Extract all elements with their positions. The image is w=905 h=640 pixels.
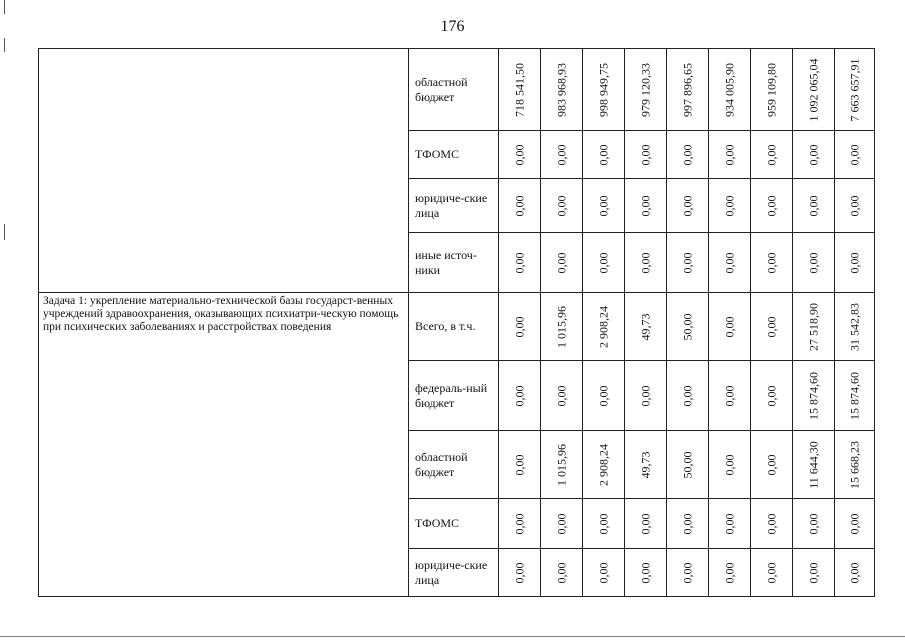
value-text: 0,00 bbox=[847, 562, 861, 583]
value-text: 0,00 bbox=[554, 562, 568, 583]
value-cell bbox=[751, 499, 793, 549]
value-cell bbox=[625, 361, 667, 431]
value-text: 0,00 bbox=[722, 144, 736, 165]
value-cell bbox=[667, 361, 709, 431]
page-number: 176 bbox=[440, 18, 465, 35]
value-cell bbox=[541, 49, 583, 131]
value-cell bbox=[541, 361, 583, 431]
value-text: 1 092 065,04 bbox=[806, 58, 820, 121]
value-cell bbox=[793, 293, 835, 361]
value-cell bbox=[835, 549, 875, 597]
value-cell bbox=[541, 549, 583, 597]
value-cell bbox=[709, 293, 751, 361]
value-cell bbox=[583, 131, 625, 179]
value-text: 0,00 bbox=[680, 144, 694, 165]
value-cell bbox=[541, 431, 583, 499]
value-cell bbox=[835, 499, 875, 549]
margin-mark bbox=[4, 38, 5, 52]
value-cell bbox=[793, 131, 835, 179]
value-cell bbox=[499, 431, 541, 499]
value-cell bbox=[751, 293, 793, 361]
funding-source: иные источ-ники bbox=[409, 233, 499, 293]
value-cell bbox=[499, 179, 541, 233]
value-cell bbox=[709, 131, 751, 179]
value-text: 718 541,50 bbox=[512, 62, 526, 117]
margin-mark bbox=[4, 224, 5, 240]
value-text: 0,00 bbox=[554, 195, 568, 216]
bottom-rule bbox=[0, 636, 905, 637]
value-text: 0,00 bbox=[764, 513, 778, 534]
empty-task-cell bbox=[39, 49, 409, 293]
value-cell bbox=[835, 179, 875, 233]
value-cell bbox=[835, 131, 875, 179]
value-text: 1 015,96 bbox=[554, 305, 568, 348]
value-text: 0,00 bbox=[554, 513, 568, 534]
value-cell bbox=[835, 431, 875, 499]
value-cell bbox=[709, 49, 751, 131]
value-cell bbox=[751, 131, 793, 179]
value-text: 0,00 bbox=[764, 252, 778, 273]
value-cell bbox=[583, 361, 625, 431]
value-cell bbox=[709, 361, 751, 431]
value-text: 0,00 bbox=[512, 144, 526, 165]
value-cell bbox=[793, 431, 835, 499]
value-cell bbox=[499, 499, 541, 549]
value-text: 2 908,24 bbox=[596, 443, 610, 486]
value-text: 0,00 bbox=[512, 385, 526, 406]
value-cell bbox=[625, 499, 667, 549]
value-text: 0,00 bbox=[806, 252, 820, 273]
value-text: 0,00 bbox=[847, 513, 861, 534]
value-text: 0,00 bbox=[722, 252, 736, 273]
value-cell bbox=[793, 179, 835, 233]
value-text: 49,73 bbox=[638, 451, 652, 478]
value-text: 15 874,60 bbox=[847, 371, 861, 420]
value-cell bbox=[625, 233, 667, 293]
value-cell bbox=[835, 293, 875, 361]
margin-mark bbox=[4, 0, 5, 14]
value-cell bbox=[667, 49, 709, 131]
budget-table bbox=[38, 48, 875, 597]
value-text: 0,00 bbox=[806, 513, 820, 534]
value-cell bbox=[499, 361, 541, 431]
value-text: 0,00 bbox=[722, 385, 736, 406]
value-text: 2 908,24 bbox=[596, 305, 610, 348]
value-cell bbox=[583, 293, 625, 361]
value-cell bbox=[793, 549, 835, 597]
value-text: 0,00 bbox=[680, 195, 694, 216]
funding-source: юридиче-ские лица bbox=[409, 549, 499, 597]
value-text: 49,73 bbox=[638, 313, 652, 340]
value-cell bbox=[751, 361, 793, 431]
value-text: 50,00 bbox=[680, 313, 694, 340]
value-text: 0,00 bbox=[680, 385, 694, 406]
value-text: 15 668,23 bbox=[847, 440, 861, 489]
value-text: 0,00 bbox=[638, 513, 652, 534]
value-cell bbox=[541, 499, 583, 549]
value-text: 0,00 bbox=[680, 252, 694, 273]
value-cell bbox=[793, 233, 835, 293]
value-text: 0,00 bbox=[806, 195, 820, 216]
value-text: 0,00 bbox=[722, 454, 736, 475]
value-cell bbox=[709, 499, 751, 549]
value-text: 50,00 bbox=[680, 451, 694, 478]
value-cell bbox=[667, 179, 709, 233]
value-text: 998 949,75 bbox=[596, 62, 610, 117]
value-text: 0,00 bbox=[596, 144, 610, 165]
value-cell bbox=[625, 49, 667, 131]
funding-source: областной бюджет bbox=[409, 49, 499, 131]
value-text: 11 644,30 bbox=[806, 440, 820, 489]
value-cell bbox=[499, 233, 541, 293]
value-text: 983 968,93 bbox=[554, 62, 568, 117]
value-text: 0,00 bbox=[722, 316, 736, 337]
value-cell bbox=[835, 233, 875, 293]
value-text: 0,00 bbox=[554, 144, 568, 165]
value-text: 0,00 bbox=[764, 195, 778, 216]
value-cell bbox=[625, 549, 667, 597]
value-text: 0,00 bbox=[512, 195, 526, 216]
value-text: 0,00 bbox=[638, 195, 652, 216]
value-text: 0,00 bbox=[680, 562, 694, 583]
funding-source: областной бюджет bbox=[409, 431, 499, 499]
value-text: 0,00 bbox=[638, 562, 652, 583]
value-cell bbox=[667, 549, 709, 597]
value-cell bbox=[541, 233, 583, 293]
value-text: 0,00 bbox=[596, 562, 610, 583]
value-text: 27 518,90 bbox=[806, 302, 820, 351]
value-cell bbox=[541, 131, 583, 179]
value-text: 0,00 bbox=[847, 144, 861, 165]
value-text: 0,00 bbox=[764, 144, 778, 165]
task-description: Задача 1: укрепление материально-технической базы государст-венных учреждений здравоохранения, оказывающих психиатри-ческую помощь при психических заболеваниях и расстройствах поведения bbox=[39, 293, 409, 597]
value-text: 0,00 bbox=[722, 513, 736, 534]
value-text: 0,00 bbox=[554, 252, 568, 273]
value-cell bbox=[583, 179, 625, 233]
value-cell bbox=[625, 431, 667, 499]
value-text: 0,00 bbox=[764, 385, 778, 406]
value-cell bbox=[667, 499, 709, 549]
value-cell bbox=[541, 179, 583, 233]
value-cell bbox=[499, 549, 541, 597]
value-text: 0,00 bbox=[512, 513, 526, 534]
value-cell bbox=[793, 499, 835, 549]
value-text: 0,00 bbox=[512, 252, 526, 273]
value-text: 0,00 bbox=[512, 316, 526, 337]
value-text: 997 896,65 bbox=[680, 62, 694, 117]
value-text: 1 015,96 bbox=[554, 443, 568, 486]
value-cell bbox=[541, 293, 583, 361]
value-cell bbox=[709, 179, 751, 233]
value-cell bbox=[667, 131, 709, 179]
value-cell bbox=[583, 49, 625, 131]
value-cell bbox=[583, 499, 625, 549]
value-text: 0,00 bbox=[847, 252, 861, 273]
value-cell bbox=[667, 431, 709, 499]
value-text: 959 109,80 bbox=[764, 62, 778, 117]
value-cell bbox=[751, 431, 793, 499]
value-text: 0,00 bbox=[680, 513, 694, 534]
value-text: 0,00 bbox=[806, 144, 820, 165]
value-text: 0,00 bbox=[806, 562, 820, 583]
value-cell bbox=[625, 179, 667, 233]
funding-source: юридиче-ские лица bbox=[409, 179, 499, 233]
value-cell bbox=[583, 431, 625, 499]
value-cell bbox=[751, 549, 793, 597]
value-cell bbox=[709, 431, 751, 499]
value-text: 0,00 bbox=[638, 144, 652, 165]
value-cell bbox=[625, 293, 667, 361]
value-text: 7 663 657,91 bbox=[847, 58, 861, 121]
value-cell bbox=[583, 549, 625, 597]
value-cell bbox=[835, 49, 875, 131]
value-cell bbox=[709, 233, 751, 293]
value-cell bbox=[835, 361, 875, 431]
value-text: 0,00 bbox=[847, 195, 861, 216]
value-text: 0,00 bbox=[764, 316, 778, 337]
value-text: 0,00 bbox=[554, 385, 568, 406]
value-text: 0,00 bbox=[638, 252, 652, 273]
value-text: 979 120,33 bbox=[638, 62, 652, 117]
value-text: 0,00 bbox=[764, 562, 778, 583]
value-cell bbox=[751, 233, 793, 293]
value-text: 0,00 bbox=[596, 252, 610, 273]
funding-source: ТФОМС bbox=[409, 499, 499, 549]
value-text: 0,00 bbox=[512, 562, 526, 583]
value-text: 0,00 bbox=[638, 385, 652, 406]
value-text: 934 005,90 bbox=[722, 62, 736, 117]
value-text: 0,00 bbox=[722, 562, 736, 583]
value-cell bbox=[499, 293, 541, 361]
value-cell bbox=[667, 293, 709, 361]
value-cell bbox=[751, 49, 793, 131]
value-cell bbox=[499, 131, 541, 179]
funding-source: Всего, в т.ч. bbox=[409, 293, 499, 361]
table-row bbox=[39, 49, 875, 131]
value-cell bbox=[793, 49, 835, 131]
value-text: 0,00 bbox=[722, 195, 736, 216]
value-text: 0,00 bbox=[764, 454, 778, 475]
value-cell bbox=[499, 49, 541, 131]
value-text: 0,00 bbox=[596, 385, 610, 406]
value-cell bbox=[583, 233, 625, 293]
table-body bbox=[39, 49, 875, 597]
table-row bbox=[39, 293, 875, 361]
value-cell bbox=[793, 361, 835, 431]
funding-source: ТФОМС bbox=[409, 131, 499, 179]
value-text: 0,00 bbox=[596, 513, 610, 534]
value-cell bbox=[709, 549, 751, 597]
value-text: 15 874,60 bbox=[806, 371, 820, 420]
value-text: 0,00 bbox=[596, 195, 610, 216]
value-cell bbox=[667, 233, 709, 293]
value-text: 31 542,83 bbox=[847, 302, 861, 351]
value-cell bbox=[625, 131, 667, 179]
value-text: 0,00 bbox=[512, 454, 526, 475]
value-cell bbox=[751, 179, 793, 233]
funding-source: федераль-ный бюджет bbox=[409, 361, 499, 431]
